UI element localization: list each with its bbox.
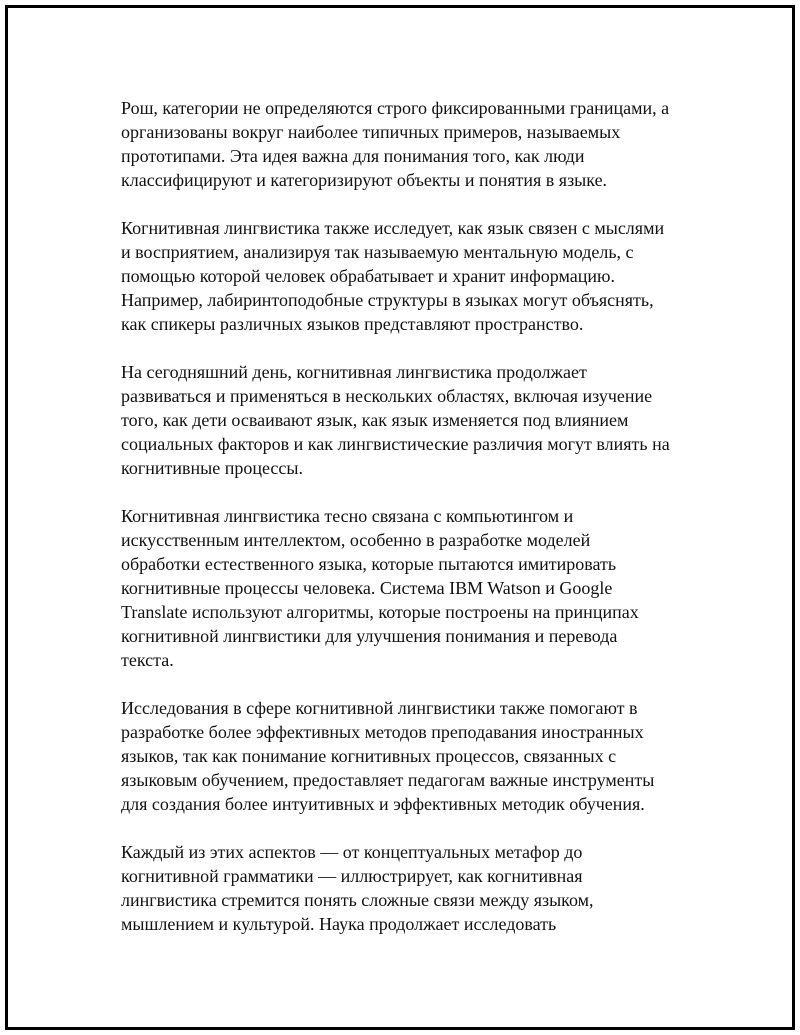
paragraph-3 bbox=[121, 360, 721, 480]
text-line: и восприятием, анализируя так называемую ментальную модель, с bbox=[121, 242, 634, 262]
text-line: помощью которой человек обрабатывает и хранит информацию. bbox=[121, 266, 615, 286]
text-line: когнитивной грамматики — иллюстрирует, как когнитивная bbox=[121, 866, 583, 886]
page-frame bbox=[5, 5, 795, 1030]
text-line: обработки естественного языка, которые пытаются имитировать bbox=[121, 554, 617, 574]
text-line: социальных факторов и как лингвистические различия могут влиять на bbox=[121, 434, 670, 454]
text-line: развиваться и применяться в нескольких областях, включая изучение bbox=[121, 386, 653, 406]
text-line: Исследования в сфере когнитивной лингвистики также помогают в bbox=[121, 698, 638, 718]
text-line: того, как дети осваивают язык, как язык изменяется под влиянием bbox=[121, 410, 629, 430]
text-line: Когнитивная лингвистика тесно связана с компьютингом и bbox=[121, 506, 574, 526]
text-line: организованы вокруг наиболее типичных примеров, называемых bbox=[121, 122, 621, 142]
text-line: текста. bbox=[121, 650, 174, 670]
text-line: классифицируют и категоризируют объекты и понятия в языке. bbox=[121, 170, 608, 190]
text-line: Например, лабиринтоподобные структуры в языках могут объяснять, bbox=[121, 290, 654, 310]
text-line: лингвистика стремится понять сложные связи между языком, bbox=[121, 890, 594, 910]
text-line: Translate используют алгоритмы, которые построены на принципах bbox=[121, 602, 639, 622]
text-line: когнитивные процессы. bbox=[121, 458, 303, 478]
paragraph-6 bbox=[121, 840, 721, 936]
text-line: когнитивной лингвистики для улучшения понимания и перевода bbox=[121, 626, 618, 646]
text-line: языковым обучением, предоставляет педагогам важные инструменты bbox=[121, 770, 655, 790]
text-line: прототипами. Эта идея важна для понимания того, как люди bbox=[121, 146, 585, 166]
text-line: Рош, категории не определяются строго фиксированными границами, а bbox=[121, 98, 670, 118]
paragraph-5 bbox=[121, 696, 721, 816]
paragraph-2 bbox=[121, 216, 721, 336]
text-line: когнитивные процессы человека. Система IBM Watson и Google bbox=[121, 578, 613, 598]
text-line: На сегодняшний день, когнитивная лингвистика продолжает bbox=[121, 362, 587, 382]
text-line: искусственным интеллектом, особенно в разработке моделей bbox=[121, 530, 591, 550]
paragraph-1 bbox=[121, 96, 721, 192]
text-line: мышлением и культурой. Наука продолжает исследовать bbox=[121, 914, 557, 934]
paragraph-4 bbox=[121, 504, 721, 672]
text-line: разработке более эффективных методов преподавания иностранных bbox=[121, 722, 644, 742]
text-line: для создания более интуитивных и эффективных методик обучения. bbox=[121, 794, 645, 814]
text-line: языков, так как понимание когнитивных процессов, связанных с bbox=[121, 746, 617, 766]
text-line: как спикеры различных языков представляют пространство. bbox=[121, 314, 584, 334]
text-line: Когнитивная лингвистика также исследует, как язык связен с мыслями bbox=[121, 218, 665, 238]
document-body bbox=[121, 96, 721, 960]
text-line: Каждый из этих аспектов — от концептуальных метафор до bbox=[121, 842, 583, 862]
